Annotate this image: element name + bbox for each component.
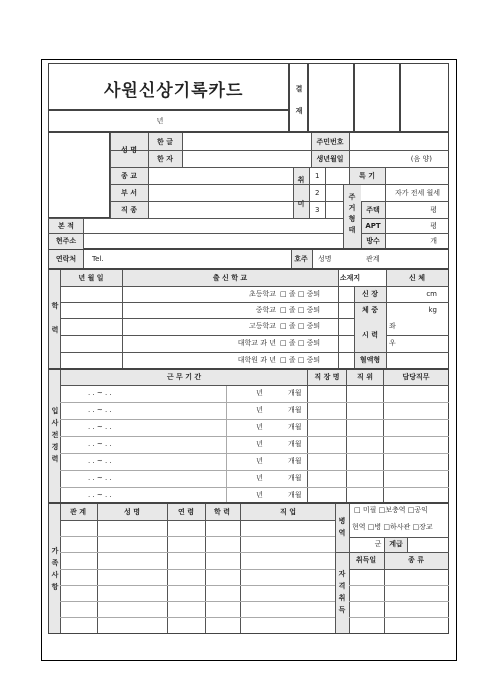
career-row-period-5: . . ~ . .: [88, 457, 112, 465]
family-job-label: 직 업: [280, 508, 296, 516]
family-education-label: 학 력: [214, 508, 230, 516]
school-row-4-status: □ 졸 □ 중퇴: [280, 339, 321, 347]
career-row-months-6: 개월: [288, 474, 302, 482]
career-row-months-1: 개월: [288, 389, 302, 397]
housing-types: 자가 전세 월세: [394, 189, 440, 197]
family-name-label: 성 명: [124, 508, 140, 516]
hobby-item-1: 1: [315, 172, 320, 180]
school-row-4-name: 대학교 과 년: [237, 339, 276, 347]
career-row-months-5: 개월: [288, 457, 302, 465]
military-rank-label: 계급: [389, 540, 403, 548]
career-row-period-2: . . ~ . .: [88, 406, 112, 414]
career-row-months-7: 개월: [288, 491, 302, 499]
military-branch: 현역 □병 □하사관 □장교: [352, 523, 433, 531]
address-label: 현주소: [55, 237, 77, 245]
year-box: [48, 110, 289, 132]
career-row-months-2: 개월: [288, 406, 302, 414]
house-unit: 평: [430, 206, 437, 214]
family-section-label: 가 족 사 항: [51, 547, 59, 591]
school-label: 출 신 학 교: [212, 274, 248, 282]
photo-box: [48, 132, 110, 218]
hangul-label: 한 글: [157, 138, 173, 146]
body-label: 신 체: [409, 274, 425, 282]
career-row-year-6: 년: [256, 474, 263, 482]
vision-label: 시 력: [362, 331, 378, 339]
career-row-year-4: 년: [256, 440, 263, 448]
hanja-label: 한 자: [157, 155, 173, 163]
career-row-period-6: . . ~ . .: [88, 474, 112, 482]
rank-label: 직 위: [357, 373, 373, 381]
career-row-period-3: . . ~ . .: [88, 423, 112, 431]
approval-box-3: [400, 63, 449, 132]
career-row-year-1: 년: [256, 389, 263, 397]
family-age-label: 연 령: [178, 508, 194, 516]
head-name-label: 성명: [318, 255, 332, 263]
military-status: □ 미필 □보충역 □공익: [354, 506, 428, 514]
career-row-year-5: 년: [256, 457, 263, 465]
school-row-1-status: □ 졸 □ 중퇴: [280, 290, 321, 298]
career-row-months-3: 개월: [288, 423, 302, 431]
certificate-label: 자 격 취 득: [338, 570, 346, 614]
career-row-period-7: . . ~ . .: [88, 491, 112, 499]
weight-label: 체 중: [362, 306, 378, 314]
department-label: 부 서: [121, 189, 137, 197]
certificate-kind-label: 종 류: [408, 556, 424, 564]
height-label: 신 장: [362, 290, 378, 298]
position-label: 직 종: [121, 206, 137, 214]
year-month-label: 년 월 일: [78, 274, 104, 282]
hobby-item-2: 2: [315, 189, 320, 197]
army-label: 군: [374, 540, 382, 548]
name-label: 성 명: [121, 146, 137, 154]
family-relation-label: 관 계: [70, 508, 86, 516]
registry-label: 본 적: [58, 222, 74, 230]
apt-unit: 평: [430, 222, 437, 230]
career-row-year-2: 년: [256, 406, 263, 414]
acquired-label: 취득일: [355, 556, 377, 564]
blood-label: 혈액형: [359, 356, 381, 364]
school-row-3-status: □ 졸 □ 중퇴: [280, 322, 321, 330]
vision-left: 좌: [389, 322, 396, 330]
apt-label: APT: [365, 222, 381, 230]
career-row-year-3: 년: [256, 423, 263, 431]
duty-label: 담당직무: [402, 373, 430, 381]
head-label: 호주: [294, 255, 308, 263]
house-label: 주택: [366, 206, 380, 214]
career-row-period-4: . . ~ . .: [88, 440, 112, 448]
career-row-period-1: . . ~ . .: [88, 389, 112, 397]
career-row-year-7: 년: [256, 491, 263, 499]
location-label: 소재지: [339, 274, 361, 282]
school-row-2-name: 중학교: [255, 306, 276, 314]
religion-label: 종 교: [121, 172, 137, 180]
birth-label: 생년월일: [316, 155, 344, 163]
company-label: 직 장 명: [314, 373, 340, 381]
page-title: 사원신상기록카드: [104, 81, 244, 101]
military-label: 병 역: [338, 517, 346, 537]
approval-box-1: [308, 63, 354, 132]
contact-row: [48, 249, 449, 269]
school-row-5-status: □ 졸 □ 중퇴: [280, 356, 321, 364]
id-number-label: 주민번호: [316, 138, 344, 146]
school-row-5-name: 대학원 과 년: [237, 356, 276, 364]
birth-calendar: (음 양): [410, 155, 432, 163]
housing-label: 주 거 형 태: [348, 193, 356, 234]
hobby-item-3: 3: [315, 206, 320, 214]
tel-label: Tel.: [92, 255, 104, 263]
period-label: 근 무 기 간: [166, 373, 202, 381]
height-unit: cm: [426, 290, 437, 298]
school-row-3-name: 고등학교: [248, 322, 276, 330]
approval-box-2: [354, 63, 400, 132]
career-section-label: 입 사 전 경 력: [51, 407, 59, 463]
rooms-unit: 개: [430, 237, 437, 245]
special-label: 특 기: [359, 172, 375, 180]
weight-unit: kg: [428, 306, 437, 314]
relation-label: 관계: [366, 255, 380, 263]
career-row-months-4: 개월: [288, 440, 302, 448]
rooms-label: 방수: [366, 237, 380, 245]
vision-right: 우: [389, 339, 396, 347]
hobby-label: 취 미: [297, 176, 305, 208]
contact-label: 연락처: [55, 255, 77, 263]
school-row-1-name: 초등학교: [248, 290, 276, 298]
school-row-2-status: □ 졸 □ 중퇴: [280, 306, 321, 314]
approval-label: 결 재: [295, 85, 303, 115]
year-label: 년: [156, 117, 164, 125]
education-section-label: 학 력: [51, 302, 59, 334]
